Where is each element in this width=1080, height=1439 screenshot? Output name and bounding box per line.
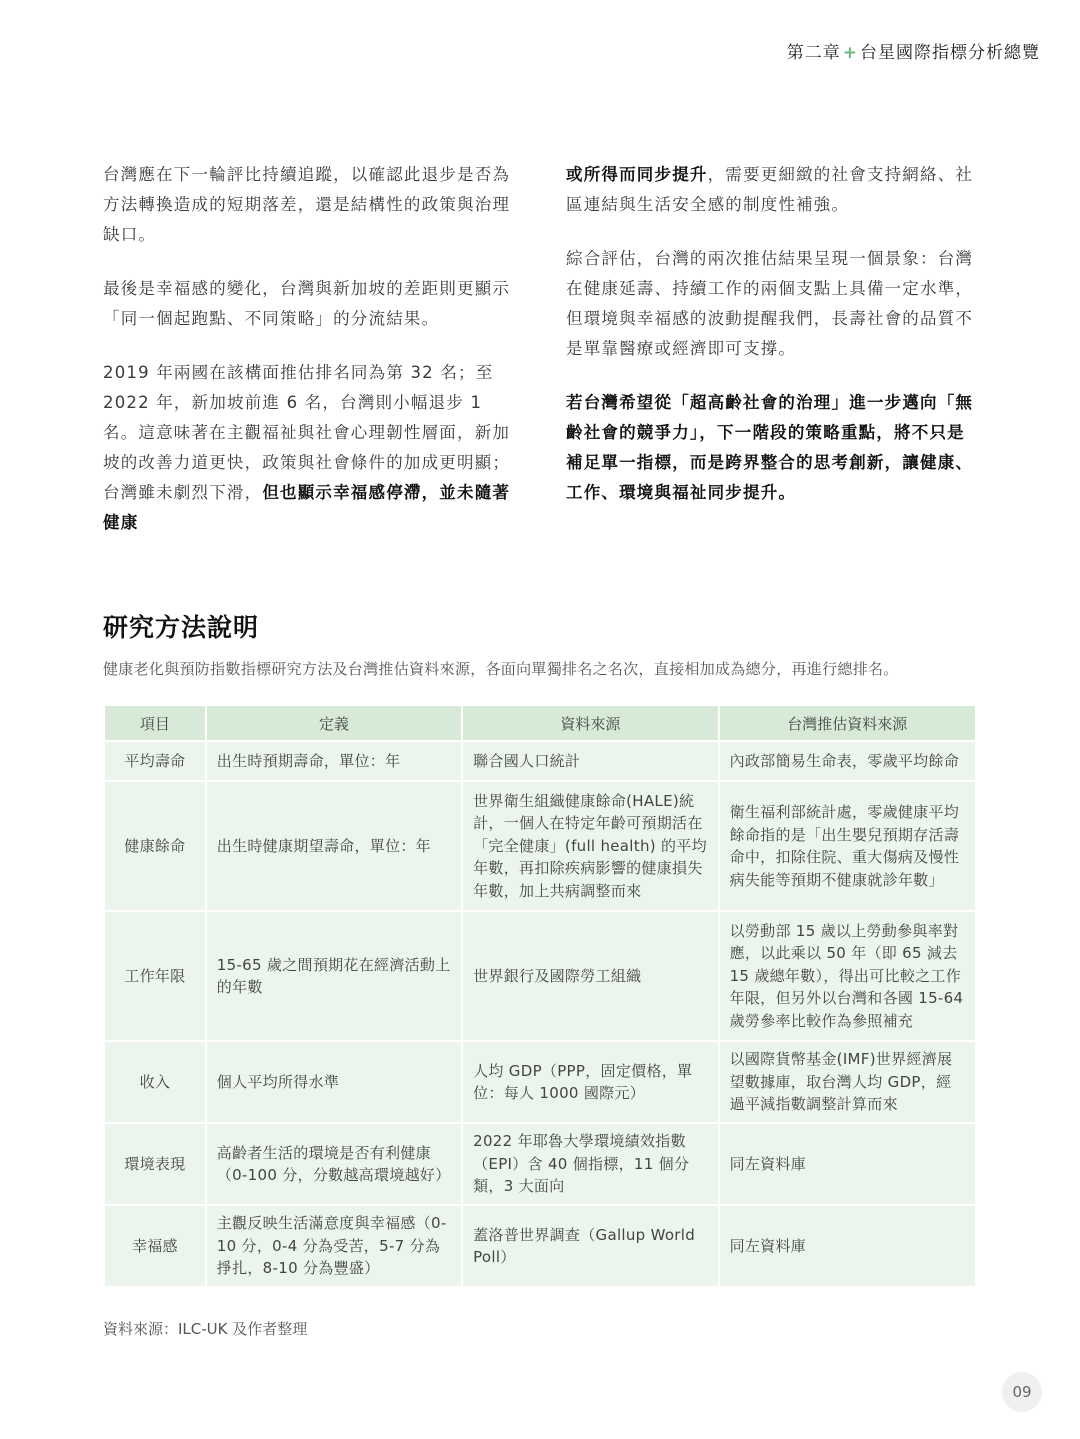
row-source: 蓋洛普世界調查（Gallup World Poll） bbox=[463, 1206, 717, 1286]
right-paragraph-3 bbox=[566, 388, 978, 508]
table-row bbox=[105, 912, 975, 1040]
right-paragraph-1 bbox=[566, 160, 978, 220]
row-taiwan-source: 以國際貨幣基金(IMF)世界經濟展望數據庫，取台灣人均 GDP，經過平減指數調整計算而來 bbox=[720, 1042, 975, 1122]
row-taiwan-source: 同左資料庫 bbox=[720, 1206, 975, 1286]
row-definition: 出生時健康期望壽命，單位：年 bbox=[207, 782, 461, 910]
table-row bbox=[105, 742, 975, 780]
row-item: 環境表現 bbox=[105, 1124, 205, 1204]
source-note: 資料來源：ILC-UK 及作者整理 bbox=[103, 1320, 308, 1338]
right-paragraph-3-bold: 若台灣希望從「超高齡社會的治理」進一步邁向「無齡社會的競爭力」，下一階段的策略重點，將不只是補足單一指標，而是跨界整合的思考創新，讓健康、工作、環境與福祉同步提升。 bbox=[566, 393, 974, 502]
left-paragraph-2: 最後是幸福感的變化，台灣與新加坡的差距則更顯示「同一個起跑點、不同策略」的分流結果。 bbox=[103, 279, 511, 328]
row-item: 工作年限 bbox=[105, 912, 205, 1040]
row-source: 2022 年耶魯大學環境績效指數（EPI）含 40 個指標，11 個分類，3 大面向 bbox=[463, 1124, 717, 1204]
row-source: 人均 GDP（PPP，固定價格，單位：每人 1000 國際元） bbox=[463, 1042, 717, 1122]
row-definition: 出生時預期壽命，單位：年 bbox=[207, 742, 461, 780]
row-source: 世界銀行及國際勞工組織 bbox=[463, 912, 717, 1040]
right-paragraph-1-bold: 或所得而同步提升 bbox=[566, 165, 708, 184]
row-item: 健康餘命 bbox=[105, 782, 205, 910]
row-item: 平均壽命 bbox=[105, 742, 205, 780]
left-column bbox=[103, 160, 515, 562]
left-paragraph-3-text: 2019 年兩國在該構面推估排名同為第 32 名；至 2022 年，新加坡前進 6 名，台灣則小幅退步 1 名。這意味著在主觀福祉與社會心理韌性層面，新加坡的改善力道更快，政策與社會條件的加成更明顯；台灣雖未劇烈下滑， bbox=[103, 363, 511, 502]
row-taiwan-source: 內政部簡易生命表，零歲平均餘命 bbox=[720, 742, 975, 780]
header-item: 項目 bbox=[105, 706, 205, 740]
row-item: 幸福感 bbox=[105, 1206, 205, 1286]
header-title: 台星國際指標分析總覽 bbox=[860, 43, 1040, 63]
row-definition: 主觀反映生活滿意度與幸福感（0-10 分，0-4 分為受苦，5-7 分為掙扎，8-10 分為豐盛） bbox=[207, 1206, 461, 1286]
table-row bbox=[105, 1124, 975, 1204]
header-source: 資料來源 bbox=[463, 706, 717, 740]
row-source: 世界衛生組織健康餘命(HALE)統計，一個人在特定年齡可預期活在「完全健康」(full health) 的平均年數，再扣除疾病影響的健康損失年數，加上共病調整而來 bbox=[463, 782, 717, 910]
table-row bbox=[105, 1206, 975, 1286]
table-header-row bbox=[105, 706, 975, 740]
row-definition: 個人平均所得水準 bbox=[207, 1042, 461, 1122]
row-taiwan-source: 同左資料庫 bbox=[720, 1124, 975, 1204]
methodology-table bbox=[103, 704, 977, 1288]
row-item: 收入 bbox=[105, 1042, 205, 1122]
left-paragraph-1: 台灣應在下一輪評比持續追蹤，以確認此退步是否為方法轉換造成的短期落差，還是結構性的政策與治理缺口。 bbox=[103, 165, 511, 244]
separator-icon: + bbox=[842, 43, 858, 63]
left-paragraph-3 bbox=[103, 358, 515, 538]
right-paragraph-2: 綜合評估，台灣的兩次推估結果呈現一個景象：台灣在健康延壽、持續工作的兩個支點上具備一定水準，但環境與幸福感的波動提醒我們，長壽社會的品質不是單靠醫療或經濟即可支撐。 bbox=[566, 249, 974, 358]
row-definition: 高齡者生活的環境是否有利健康（0-100 分，分數越高環境越好） bbox=[207, 1124, 461, 1204]
section-description: 健康老化與預防指數指標研究方法及台灣推估資料來源，各面向單獨排名之名次，直接相加成為總分，再進行總排名。 bbox=[103, 660, 899, 678]
left-paragraph-3-bold: 但也顯示幸福感停滯，並未隨著健康 bbox=[103, 483, 511, 532]
row-taiwan-source: 以勞動部 15 歲以上勞動參與率對應，以此乘以 50 年（即 65 減去 15 歲總年數），得出可比較之工作年限，但另外以台灣和各國 15-64 歲勞參率比較作為參照補充 bbox=[720, 912, 975, 1040]
section-title: 研究方法說明 bbox=[103, 613, 260, 642]
row-source: 聯合國人口統計 bbox=[463, 742, 717, 780]
table-row bbox=[105, 782, 975, 910]
right-paragraph-1-text: ，需要更細緻的社會支持網絡、社區連結與生活安全感的制度性補強。 bbox=[566, 165, 974, 214]
header-definition: 定義 bbox=[207, 706, 461, 740]
page-number: 09 bbox=[1002, 1372, 1042, 1412]
chapter-label: 第二章 bbox=[786, 43, 841, 63]
running-header bbox=[787, 38, 1040, 63]
row-taiwan-source: 衛生福利部統計處，零歲健康平均餘命指的是「出生嬰兒預期存活壽命中，扣除住院、重大傷病及慢性病失能等預期不健康就診年數」 bbox=[720, 782, 975, 910]
right-column bbox=[566, 160, 978, 532]
header-taiwan-source: 台灣推估資料來源 bbox=[720, 706, 975, 740]
table-row bbox=[105, 1042, 975, 1122]
row-definition: 15-65 歲之間預期花在經濟活動上的年數 bbox=[207, 912, 461, 1040]
